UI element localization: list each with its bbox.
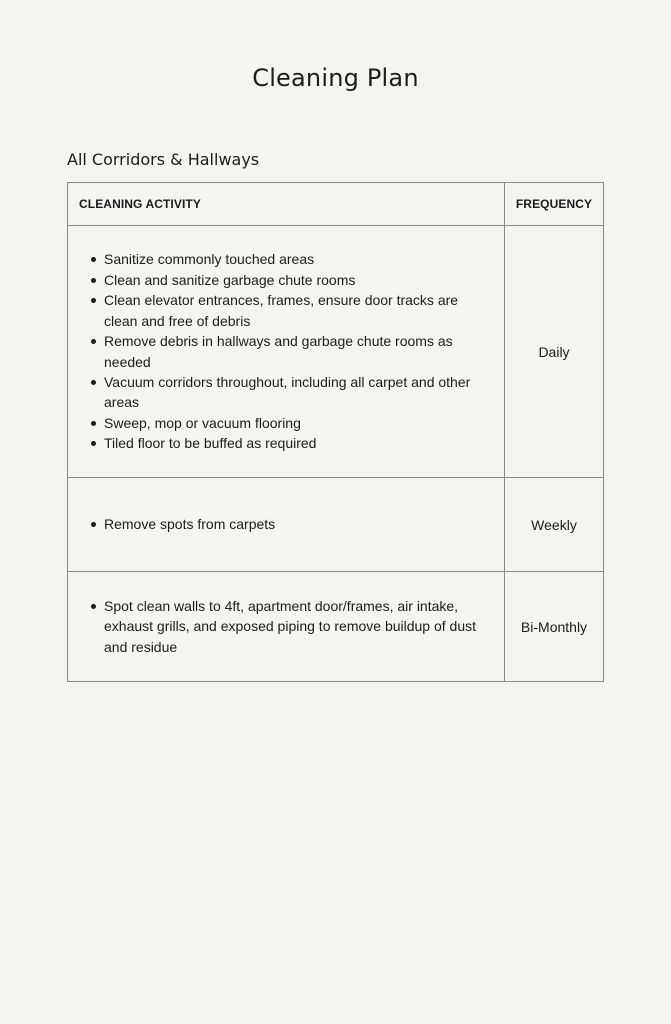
activity-column-header: CLEANING ACTIVITY (68, 183, 505, 226)
activity-list (86, 514, 494, 534)
activity-list (86, 249, 494, 453)
list-item: Clean elevator entrances, frames, ensure door tracks are clean and free of debris (86, 290, 494, 331)
list-item: Remove spots from carpets (86, 514, 494, 534)
table-row (68, 226, 604, 478)
frequency-cell: Weekly (505, 478, 604, 572)
list-item: Remove debris in hallways and garbage chute rooms as needed (86, 331, 494, 372)
frequency-cell: Bi-Monthly (505, 572, 604, 682)
page-title: Cleaning Plan (252, 64, 419, 92)
cleaning-plan-table (67, 182, 604, 682)
list-item: Spot clean walls to 4ft, apartment door/frames, air intake, exhaust grills, and exposed piping to remove buildup of dust and residue (86, 596, 494, 657)
list-item: Vacuum corridors throughout, including all carpet and other areas (86, 372, 494, 413)
activity-cell (68, 226, 505, 478)
activity-list (86, 596, 494, 657)
frequency-cell: Daily (505, 226, 604, 478)
table-row (68, 572, 604, 682)
list-item: Tiled floor to be buffed as required (86, 433, 494, 453)
table-header-row (68, 183, 604, 226)
list-item: Sweep, mop or vacuum flooring (86, 413, 494, 433)
activity-cell (68, 572, 505, 682)
frequency-column-header: FREQUENCY (505, 183, 604, 226)
list-item: Sanitize commonly touched areas (86, 249, 494, 269)
section-title: All Corridors & Hallways (67, 150, 260, 169)
list-item: Clean and sanitize garbage chute rooms (86, 270, 494, 290)
activity-cell (68, 478, 505, 572)
table-row (68, 478, 604, 572)
